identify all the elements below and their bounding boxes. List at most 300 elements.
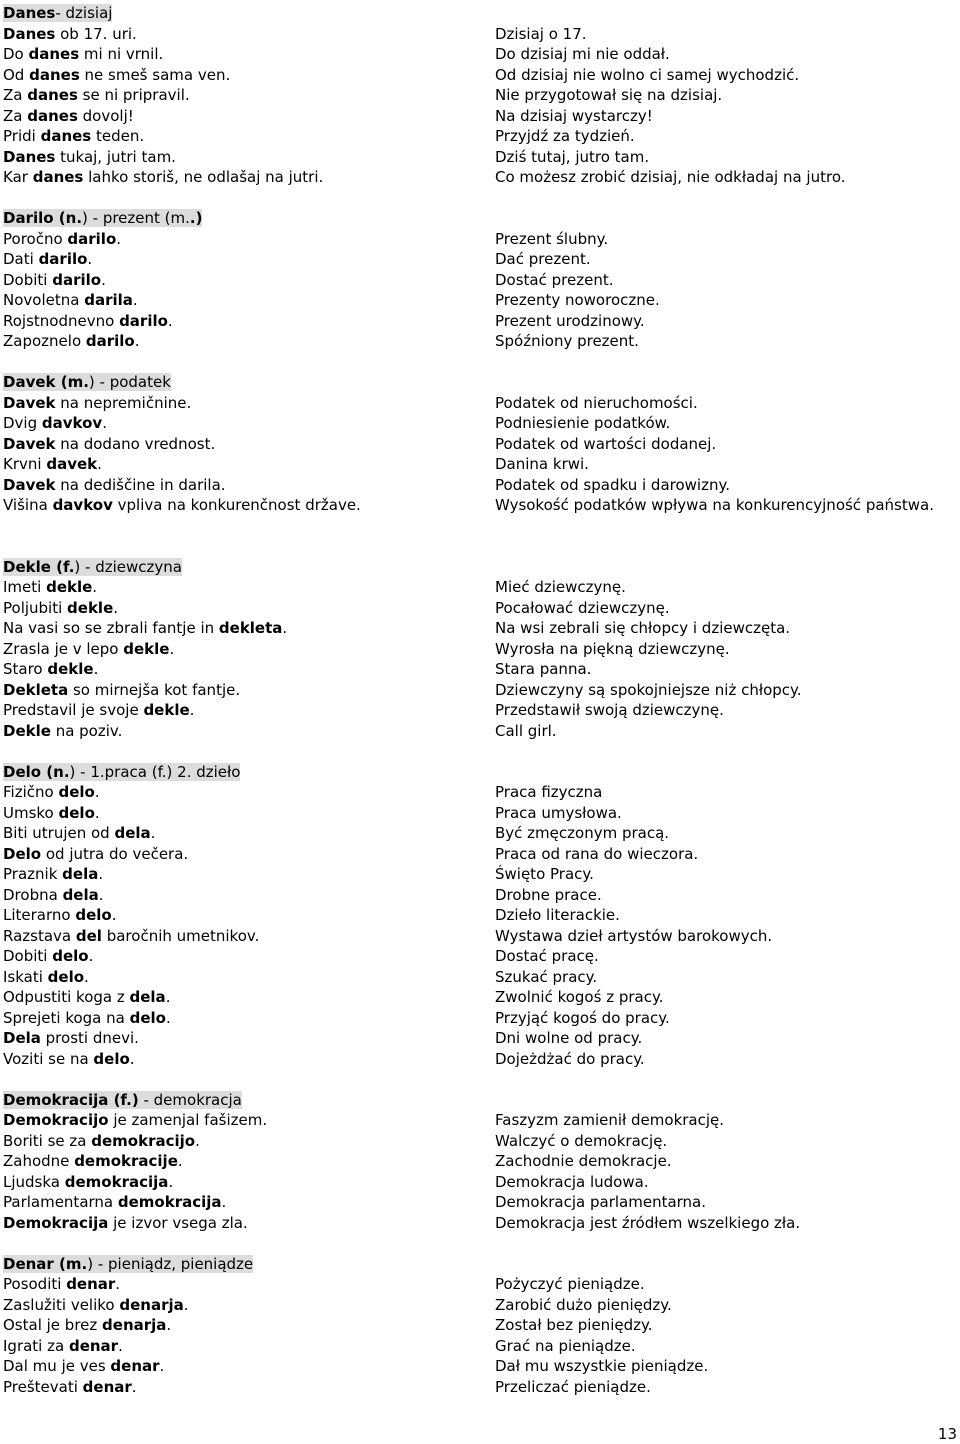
polish-translation: Od dzisiaj nie wolno ci samej wychodzić. [495,65,800,84]
example-row [3,126,953,147]
slovenian-example [3,270,495,291]
slovenian-example [3,65,495,86]
entry-heading-row [3,1254,953,1275]
example-row [3,1049,953,1070]
headword: .) [189,209,203,227]
slovenian-example [3,1377,495,1398]
example-row [3,393,953,414]
example-row [3,413,953,434]
dictionary-entry [3,1090,953,1234]
polish-translation: Stara panna. [495,660,592,678]
example-row [3,1377,953,1398]
headword: Danes [3,4,56,22]
text-fragment: ) - dziewczyna [74,557,182,576]
slovenian-example [3,1028,495,1049]
headword: Dekleta [3,680,69,699]
polish-translation: Mieć dziewczynę. [495,578,626,596]
text-fragment: Zahodne [3,1152,75,1170]
text-fragment: . [177,1152,183,1170]
headword: denarja [102,1316,167,1334]
headword: Dekle (f. [3,557,75,576]
text-fragment: Krvni [3,455,47,473]
dictionary-entry [3,557,953,742]
headword: denar [68,1336,119,1355]
text-fragment: . [189,701,195,719]
dictionary-entry [3,372,953,536]
text-fragment: je izvor vsega zla. [108,1213,248,1232]
text-fragment: . [165,1008,171,1027]
example-row [3,926,953,947]
text-fragment: . [94,783,100,801]
example-row [3,700,953,721]
headword: Demokracija (f. [3,1090,132,1109]
entry-heading [3,1255,253,1273]
slovenian-example [3,475,495,496]
polish-translation: Do dzisiaj mi nie oddał. [495,45,670,63]
text-fragment: . [221,1193,227,1211]
polish-translation: Zarobić dużo pieniędzy. [495,1295,672,1314]
polish-translation: Walczyć o demokrację. [495,1131,668,1150]
text-fragment: Za [3,106,28,125]
headword: davkov [41,414,103,432]
example-row [3,270,953,291]
example-row [3,1008,953,1029]
headword: Danes [3,24,56,43]
text-fragment: . [113,598,119,617]
text-fragment: Iskati [3,967,48,986]
polish-translation: Drobne prace. [495,885,602,904]
text-fragment: Dobiti [3,270,53,289]
example-row [3,987,953,1008]
example-row [3,24,953,45]
headword: danes [27,106,78,125]
text-fragment: so mirnejša kot fantje. [68,680,241,699]
text-fragment: ) - pieniądz, pieniądze [87,1254,254,1273]
text-fragment: . [169,639,175,658]
headword: dekle [143,701,190,719]
slovenian-example [3,680,495,701]
polish-translation: Wyrosła na piękną dziewczynę. [495,639,730,658]
headword: ) [131,1090,139,1109]
polish-translation: Zachodnie demokracje. [495,1152,672,1170]
example-row [3,290,953,311]
text-fragment: . [183,1295,189,1314]
text-fragment: Predstavil je svoje [3,701,144,719]
text-fragment: Ljudska [3,1172,65,1191]
polish-translation: Podatek od nieruchomości. [495,393,698,412]
polish-translation: Przyjąć kogoś do pracy. [495,1008,670,1027]
example-row [3,1336,953,1357]
example-row [3,721,953,742]
headword: denarja [119,1295,184,1314]
page-number: 13 [937,1425,957,1443]
text-fragment: Zaslužiti veliko [3,1295,120,1314]
example-row [3,229,953,250]
polish-translation: Na dzisiaj wystarczy! [495,106,653,125]
slovenian-example [3,987,495,1008]
text-fragment: Imeti [3,578,47,596]
text-fragment: . [118,1336,123,1355]
text-fragment: . [115,1275,121,1293]
example-row [3,618,953,639]
slovenian-example [3,864,495,885]
text-fragment: . [93,660,99,678]
headword: Dela [3,1029,41,1047]
dictionary-entry [3,208,953,352]
text-fragment: Od [3,65,30,84]
entry-heading-row [3,208,953,229]
entry-heading [3,763,240,781]
headword: demokracija [117,1193,222,1211]
text-fragment: Literarno [3,906,76,924]
slovenian-example [3,126,495,147]
entry-heading-row [3,1090,953,1111]
polish-translation: Praca od rana do wieczora. [495,844,699,863]
polish-translation: Być zmęczonym pracą. [495,824,670,842]
headword: darila [84,291,133,309]
headword: dekle [123,639,170,658]
text-fragment: ob 17. uri. [55,24,137,43]
slovenian-example [3,803,495,824]
text-fragment: Parlamentarna [3,1193,118,1211]
headword: dela [62,885,99,904]
polish-translation: Demokracja ludowa. [495,1172,649,1191]
slovenian-example [3,721,495,742]
example-row [3,1274,953,1295]
example-row [3,1295,953,1316]
polish-translation: Praca umysłowa. [495,803,622,822]
example-row [3,331,953,352]
text-fragment: baročnih umetnikov. [101,926,260,945]
text-fragment: je zamenjal fašizem. [108,1111,268,1129]
slovenian-example [3,659,495,680]
slovenian-example [3,106,495,127]
text-fragment: Praznik [3,865,63,883]
text-fragment: . [98,885,104,904]
text-fragment: na dodano vrednost. [55,434,216,453]
text-fragment: . [88,947,94,965]
slovenian-example [3,85,495,106]
example-row [3,1172,953,1193]
polish-translation: Dać prezent. [495,250,591,268]
example-row [3,823,953,844]
example-row [3,1213,953,1234]
text-fragment: na dediščine in darila. [55,475,226,494]
slovenian-example [3,454,495,475]
polish-translation: Danina krwi. [495,455,589,473]
slovenian-example [3,44,495,65]
text-fragment: dovolj! [77,106,134,125]
headword: dela [114,824,151,842]
slovenian-example [3,1151,495,1172]
text-fragment: . [131,1377,137,1396]
headword: Dekle [3,721,51,740]
text-fragment: Pridi [3,127,41,145]
text-fragment: Dal mu je ves [3,1357,111,1375]
headword: davek [46,455,98,473]
slovenian-example [3,967,495,988]
document-body [3,3,953,1418]
text-fragment: . [97,455,102,473]
polish-translation: Spóźniony prezent. [495,332,639,350]
polish-translation: Na wsi zebrali się chłopcy i dziewczęta. [495,619,791,637]
headword: del [75,926,102,945]
headword: darilo [38,250,88,268]
headword: Danes [3,147,56,166]
headword: delo [58,783,95,801]
slovenian-example [3,1008,495,1029]
example-row [3,1028,953,1049]
text-fragment: teden. [91,127,145,145]
slovenian-example [3,24,495,45]
text-fragment: . [129,1049,135,1068]
headword: Davek (m. [3,373,89,391]
headword: danes [28,45,80,63]
entry-heading-row [3,3,953,24]
text-fragment: . [111,906,117,924]
text-fragment: Poljubiti [3,598,68,617]
text-fragment: Umsko [3,803,59,822]
example-row [3,946,953,967]
text-fragment: . [92,578,98,596]
entry-heading [3,558,182,576]
polish-translation: Nie przygotował się na dzisiaj. [495,86,723,104]
example-row [3,1131,953,1152]
example-row [3,44,953,65]
text-fragment: na nepremičnine. [55,393,192,412]
polish-translation: Przyjdź za tydzień. [495,127,635,145]
polish-translation: Dostać pracę. [495,947,599,965]
slovenian-example [3,1356,495,1377]
slovenian-example [3,823,495,844]
slovenian-example [3,249,495,270]
headword: darilo [67,229,117,248]
slovenian-example [3,1274,495,1295]
text-fragment: - dzisiaj [55,4,113,22]
polish-translation: Dzieło literackie. [495,906,620,924]
dictionary-entry [3,762,953,1070]
text-fragment: Zapoznelo [3,332,86,350]
example-row [3,475,953,496]
text-fragment: . [134,332,140,350]
text-fragment: ) - podatek [88,373,171,391]
slovenian-example [3,147,495,168]
headword: danes [32,168,84,186]
headword: denar [110,1357,160,1375]
text-fragment: Staro [3,660,48,678]
headword: delo [52,947,89,965]
example-row [3,639,953,660]
polish-translation: Dziewczyny są spokojniejsze niż chłopcy. [495,680,802,699]
entry-heading [3,209,202,227]
example-row [3,434,953,455]
text-fragment: . [94,803,100,822]
slovenian-example [3,1192,495,1213]
text-fragment: Drobna [3,885,63,904]
text-fragment: Zrasla je v lepo [3,639,124,658]
text-fragment: Ostal je brez [3,1316,103,1334]
example-row [3,495,953,536]
polish-translation: Wysokość podatków wpływa na konkurencyjność państwa. [495,496,934,514]
entry-heading [3,4,112,22]
headword: denar [82,1377,132,1396]
example-row [3,167,953,188]
polish-translation: Dostać prezent. [495,270,614,289]
example-row [3,905,953,926]
slovenian-example [3,844,495,865]
text-fragment: Za [3,86,28,104]
text-fragment: . [101,270,106,289]
slovenian-example [3,1131,495,1152]
polish-translation: Podatek od spadku i darowizny. [495,475,730,494]
headword: dela [129,988,166,1006]
polish-translation: Pożyczyć pieniądze. [495,1275,645,1293]
text-fragment: . [84,967,89,986]
example-row [3,885,953,906]
example-row [3,659,953,680]
slovenian-example [3,413,495,434]
slovenian-example [3,229,495,250]
polish-translation: Call girl. [495,721,557,740]
example-row [3,782,953,803]
text-fragment: prosti dnevi. [40,1029,139,1047]
polish-translation: Co możesz zrobić dzisiaj, nie odkładaj na jutro. [495,168,846,186]
headword: delo [47,967,85,986]
slovenian-example [3,782,495,803]
headword: demokracijo [91,1131,196,1150]
headword: Darilo (n. [3,209,83,227]
headword: Denar (m. [3,1254,88,1273]
text-fragment: Dati [3,250,39,268]
example-row [3,311,953,332]
headword: darilo [85,332,135,350]
text-fragment: Rojstnodnevno [3,311,120,330]
polish-translation: Święto Pracy. [495,865,594,883]
text-fragment: tukaj, jutri tam. [55,147,176,166]
slovenian-example [3,167,495,188]
example-row [3,1151,953,1172]
polish-translation: Wystawa dzieł artystów barokowych. [495,926,773,945]
headword: Demokracija [3,1213,109,1232]
example-row [3,106,953,127]
example-row [3,577,953,598]
example-row [3,1110,953,1131]
headword: delo [58,803,95,822]
slovenian-example [3,885,495,906]
text-fragment: Biti utrujen od [3,824,115,842]
polish-translation: Dni wolne od pracy. [495,1029,643,1047]
example-row [3,85,953,106]
text-fragment: . [102,414,107,432]
headword: danes [29,65,80,84]
headword: danes [27,86,78,104]
polish-translation: Praca fizyczna [495,783,603,801]
polish-translation: Podniesienie podatków. [495,414,671,432]
text-fragment: ) - 1.praca (f.) 2. dzieło [69,762,241,781]
headword: Davek [3,434,56,453]
slovenian-example [3,1110,495,1131]
polish-translation: Przeliczać pieniądze. [495,1377,651,1396]
entry-heading-row [3,372,953,393]
polish-translation: Dojeżdżać do pracy. [495,1049,645,1068]
example-row [3,967,953,988]
polish-translation: Zwolnić kogoś z pracy. [495,988,664,1006]
text-fragment: . [132,291,138,309]
text-fragment: Novoletna [3,291,85,309]
headword: danes [40,127,92,145]
text-fragment: Razstava [3,926,76,945]
text-fragment: vpliva na konkurenčnost države. [112,496,361,514]
headword: demokracija [64,1172,169,1191]
slovenian-example [3,311,495,332]
text-fragment: Igrati za [3,1336,69,1355]
text-fragment: . [167,311,173,330]
text-fragment: se ni pripravil. [77,86,190,104]
example-row [3,844,953,865]
example-row [3,454,953,475]
text-fragment: . [87,250,93,268]
example-row [3,1192,953,1213]
polish-translation: Grać na pieniądze. [495,1336,636,1355]
example-row [3,249,953,270]
polish-translation: Faszyzm zamienił demokrację. [495,1111,725,1129]
text-fragment: Poročno [3,229,68,248]
text-fragment: Fizično [3,783,59,801]
slovenian-example [3,946,495,967]
headword: Demokracijo [3,1111,109,1129]
text-fragment: Do [3,45,29,63]
slovenian-example [3,495,495,536]
headword: Delo (n. [3,762,70,781]
polish-translation: Podatek od wartości dodanej. [495,434,717,453]
text-fragment: Višina [3,496,53,514]
headword: dekle [67,598,114,617]
example-row [3,803,953,824]
slovenian-example [3,577,495,598]
polish-translation: Przedstawił swoją dziewczynę. [495,701,724,719]
entry-heading [3,373,171,391]
text-fragment: ne smeš sama ven. [79,65,231,84]
headword: davkov [52,496,113,514]
text-fragment: Dvig [3,414,42,432]
example-row [3,680,953,701]
slovenian-example [3,905,495,926]
slovenian-example [3,1213,495,1234]
slovenian-example [3,639,495,660]
polish-translation: Dziś tutaj, jutro tam. [495,147,650,166]
entry-heading-row [3,762,953,783]
slovenian-example [3,1295,495,1316]
text-fragment: Na vasi so se zbrali fantje in [3,619,219,637]
polish-translation: Prezenty noworoczne. [495,291,660,309]
text-fragment: . [282,619,288,637]
headword: darilo [52,270,102,289]
slovenian-example [3,1049,495,1070]
polish-translation: Prezent urodzinowy. [495,311,645,330]
text-fragment: Odpustiti koga z [3,988,130,1006]
polish-translation: Demokracja jest źródłem wszelkiego zła. [495,1213,801,1232]
headword: darilo [119,311,168,330]
headword: delo [93,1049,130,1068]
polish-translation: Dzisiaj o 17. [495,24,587,43]
entry-heading [3,1091,242,1109]
text-fragment: na poziv. [50,721,123,740]
headword: demokracije [74,1152,178,1170]
headword: dekle [47,660,94,678]
entry-heading-row [3,557,953,578]
slovenian-example [3,331,495,352]
text-fragment: lahko storiš, ne odlašaj na jutri. [83,168,324,186]
